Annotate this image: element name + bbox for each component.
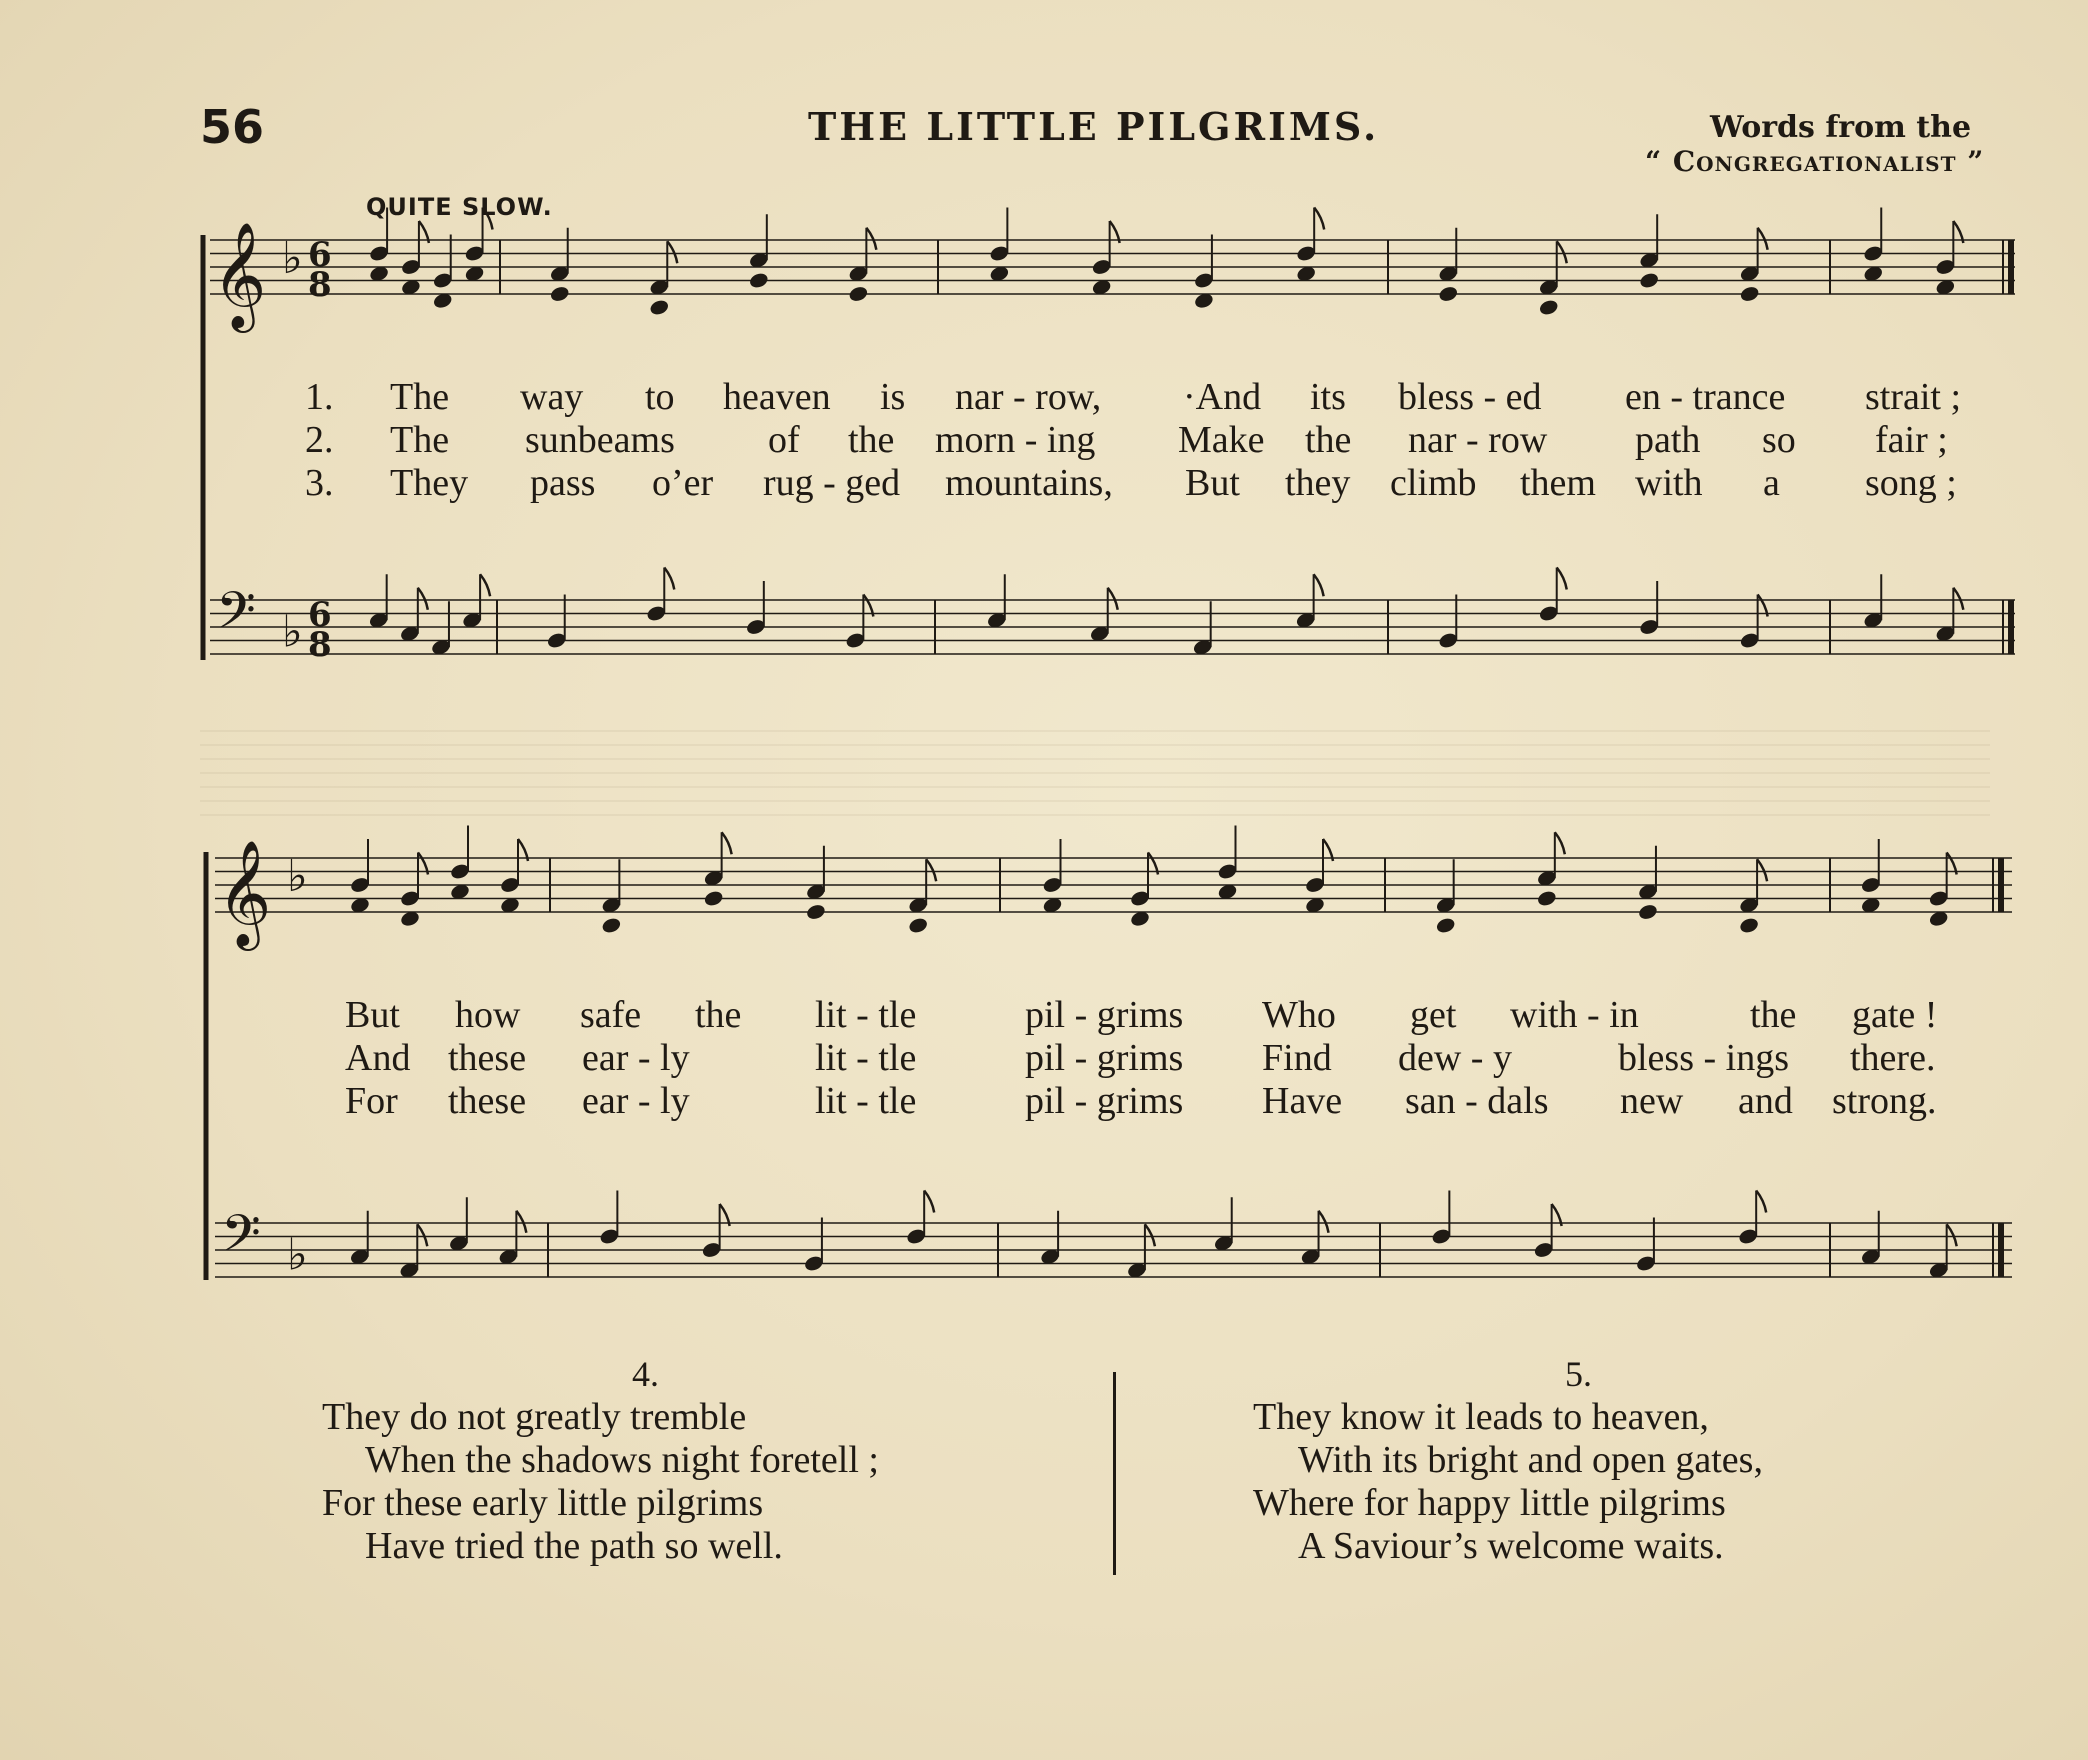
lyric-syllable: get	[1410, 994, 1457, 1036]
lyric-syllable: how	[455, 994, 521, 1036]
lyric-syllable: nar - row,	[955, 376, 1102, 418]
time-signature-top: 6	[308, 235, 332, 275]
lyric-syllable: ear - ly	[582, 1037, 690, 1079]
lyric-syllable: ear - ly	[582, 1080, 690, 1122]
credit-line-1: Words from the	[1710, 110, 1972, 145]
lyric-verse-3	[0, 461, 2088, 505]
lyric-syllable: rug - ged	[763, 462, 901, 504]
lyric-syllable: lit - tle	[815, 994, 917, 1036]
notehead	[703, 889, 725, 908]
lyric-syllable: morn - ing	[935, 419, 1096, 461]
note-flag	[664, 568, 674, 590]
lyric-syllable: with - in	[1510, 994, 1639, 1036]
lyric-syllable: new	[1620, 1080, 1684, 1122]
note-flag	[667, 241, 677, 263]
notehead	[848, 285, 870, 304]
flat-icon: ♭	[282, 233, 303, 284]
lyric-syllable: these	[448, 1080, 527, 1122]
flat-icon: ♭	[282, 606, 303, 658]
lyric-syllable: fair ;	[1875, 419, 1948, 461]
credit-line-2: “ Congregationalist ”	[1645, 145, 1985, 178]
verse-number: 2.	[305, 419, 334, 461]
time-signature-bottom: 8	[308, 265, 332, 305]
note-flag	[866, 228, 876, 250]
notehead	[549, 285, 571, 304]
notehead	[1536, 889, 1558, 908]
lyric-syllable: is	[880, 376, 906, 418]
note-flag	[1319, 1211, 1329, 1233]
lyric-syllable: heaven	[723, 376, 831, 418]
note-flag	[1108, 588, 1118, 610]
stanza-line: With its bright and open gates,	[1298, 1439, 1763, 1481]
lyric-syllable: The	[390, 419, 450, 461]
lyric-syllable: to	[645, 376, 675, 418]
notehead	[601, 916, 623, 935]
treble-clef-icon: 𝄞	[217, 839, 272, 946]
lyric-syllable: them	[1520, 462, 1596, 504]
lyric-syllable: its	[1310, 376, 1346, 418]
note-flag	[480, 574, 490, 596]
lyric-syllable: mountains,	[945, 462, 1113, 504]
time-signature-top: 6	[308, 595, 332, 635]
note-flag	[1314, 208, 1324, 230]
lyric-syllable: nar - row	[1408, 419, 1548, 461]
stanza-line: They know it leads to heaven,	[1253, 1396, 1709, 1438]
page-title: THE LITTLE PILGRIMS.	[808, 104, 1380, 149]
lyric-syllable: they	[1285, 462, 1351, 504]
bass-clef-icon: 𝄢	[221, 1203, 261, 1276]
note-flag	[926, 859, 936, 881]
lyric-syllable: there.	[1850, 1037, 1936, 1079]
verse-number: 1.	[305, 376, 334, 418]
note-flag	[1757, 859, 1767, 881]
stanza-line: For these early little pilgrims	[322, 1482, 764, 1524]
notehead	[1739, 285, 1761, 304]
lyric-syllable: Who	[1262, 994, 1336, 1036]
notehead	[748, 271, 770, 290]
lyric-verse-3	[0, 1079, 2088, 1123]
notehead	[1638, 271, 1660, 290]
stanza-line: They do not greatly tremble	[322, 1396, 747, 1438]
note-flag	[516, 1211, 526, 1233]
flat-icon: ♭	[287, 851, 308, 902]
lyric-syllable: For	[345, 1080, 398, 1122]
note-flag	[418, 588, 428, 610]
lyric-syllable: the	[848, 419, 895, 461]
note-flag	[924, 1191, 934, 1213]
lyric-syllable: They	[390, 462, 469, 504]
notehead	[1637, 903, 1659, 922]
notehead	[1738, 916, 1760, 935]
treble-clef-icon: 𝄞	[212, 221, 267, 328]
note-flag	[1145, 1224, 1155, 1246]
lyric-syllable: with	[1635, 462, 1703, 504]
lyric-syllable: way	[520, 376, 584, 418]
lyric-syllable: strong.	[1832, 1080, 1937, 1122]
verse-number: 3.	[305, 462, 334, 504]
note-flag	[1953, 588, 1963, 610]
lyric-syllable: ·And	[1183, 376, 1262, 418]
lyric-syllable: safe	[580, 994, 642, 1036]
notehead	[648, 298, 670, 317]
note-flag	[1555, 832, 1565, 854]
time-signature-bottom: 8	[308, 625, 332, 665]
lyric-syllable: the	[1750, 994, 1797, 1036]
lyric-syllable: song ;	[1865, 462, 1957, 504]
notehead	[1538, 298, 1560, 317]
lyric-verse-2	[0, 1036, 2088, 1080]
lyric-syllable: But	[345, 994, 400, 1036]
lyric-syllable: a	[1763, 462, 1780, 504]
lyric-syllable: the	[695, 994, 742, 1036]
page-number: 56	[200, 100, 265, 154]
lyric-syllable: sunbeams	[525, 419, 675, 461]
lyric-syllable: en - trance	[1625, 376, 1786, 418]
note-flag	[483, 208, 493, 230]
lyric-syllable: bless - ings	[1618, 1037, 1789, 1079]
lyric-syllable: dew - y	[1398, 1037, 1512, 1079]
lyric-verse-2	[0, 418, 2088, 462]
lyric-syllable: But	[1185, 462, 1240, 504]
note-flag	[1557, 241, 1567, 263]
lyric-syllable: path	[1635, 419, 1701, 461]
lyric-syllable: the	[1305, 419, 1352, 461]
lyric-syllable: climb	[1390, 462, 1477, 504]
note-flag	[722, 832, 732, 854]
note-flag	[1314, 574, 1324, 596]
tempo-marking: QUITE SLOW.	[366, 193, 553, 221]
lyric-syllable: so	[1762, 419, 1796, 461]
lyric-syllable: gate !	[1852, 994, 1938, 1036]
bass-clef-icon: 𝄢	[216, 580, 256, 653]
lyric-syllable: and	[1738, 1080, 1793, 1122]
stanza-line: Have tried the path so well.	[365, 1525, 783, 1567]
lyric-syllable: Have	[1262, 1080, 1343, 1122]
stanza-line: When the shadows night foretell ;	[365, 1439, 879, 1481]
lyric-syllable: And	[345, 1037, 411, 1079]
lyric-verse-1	[0, 375, 2088, 419]
lyric-syllable: Make	[1178, 419, 1265, 461]
lyric-syllable: strait ;	[1865, 376, 1962, 418]
lyric-syllable: Find	[1262, 1037, 1332, 1079]
notehead	[907, 916, 929, 935]
notehead	[1437, 285, 1459, 304]
note-flag	[1756, 1191, 1766, 1213]
note-flag	[1947, 1224, 1957, 1246]
lyric-syllable: lit - tle	[815, 1037, 917, 1079]
note-flag	[1758, 228, 1768, 250]
lyric-syllable: o’er	[652, 462, 714, 504]
notehead	[805, 903, 827, 922]
note-flag	[1557, 568, 1567, 590]
note-flag	[417, 1224, 427, 1246]
stanza-line: A Saviour’s welcome waits.	[1298, 1525, 1724, 1567]
stanza-number: 5.	[1565, 1354, 1592, 1394]
flat-icon: ♭	[287, 1229, 308, 1281]
lyric-syllable: these	[448, 1037, 527, 1079]
lyric-syllable: pil - grims	[1025, 1080, 1184, 1122]
notehead	[1435, 916, 1457, 935]
lyric-syllable: of	[768, 419, 800, 461]
stanza-line: Where for happy little pilgrims	[1253, 1482, 1726, 1524]
lyric-syllable: bless - ed	[1398, 376, 1542, 418]
column-divider	[1113, 1372, 1116, 1575]
stanza-number: 4.	[632, 1354, 659, 1394]
lyric-syllable: san - dals	[1405, 1080, 1549, 1122]
lyric-syllable: The	[390, 376, 450, 418]
lyric-verse-1	[0, 993, 2088, 1037]
lyric-syllable: lit - tle	[815, 1080, 917, 1122]
lyric-syllable: pass	[530, 462, 596, 504]
lyric-syllable: pil - grims	[1025, 1037, 1184, 1079]
lyric-syllable: pil - grims	[1025, 994, 1184, 1036]
